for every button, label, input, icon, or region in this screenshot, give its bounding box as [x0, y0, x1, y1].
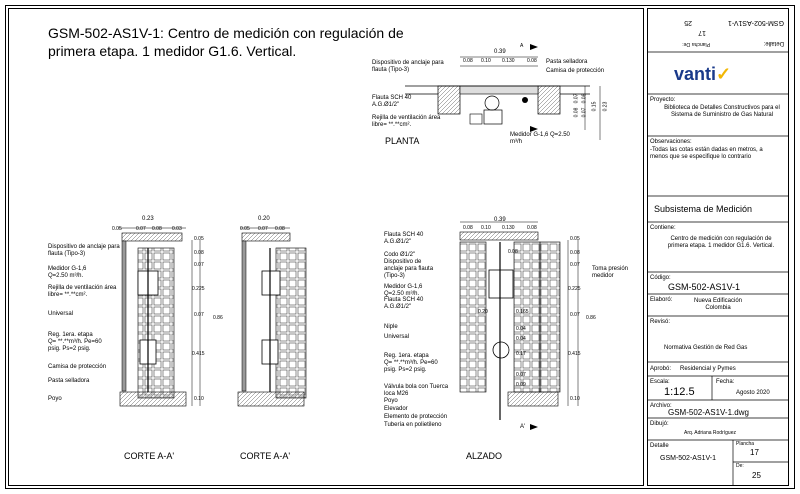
- alzado-poyo: Poyo: [384, 398, 398, 404]
- aprobo-value: Residencial y Pymes: [680, 366, 736, 372]
- alzado-dim-2: 0.10: [481, 225, 491, 231]
- corte1-poyo: Poyo: [48, 396, 62, 402]
- drawing-title: GSM-502-AS1V-1: Centro de medición con regulación de primera etapa. 1 medidor G1.6. Vertical.: [48, 25, 404, 59]
- corte1-vdim-3: 0.07: [194, 262, 204, 268]
- alzado-d009: 0.09: [516, 382, 526, 388]
- planta-cut-a: A: [520, 43, 524, 49]
- planta-dim-total: 0.39: [494, 49, 506, 55]
- alzado-toma: Toma presión medidor: [592, 266, 629, 279]
- corte1-rejilla: Rejilla de ventilación área libre= **.**cm².: [48, 285, 117, 298]
- corte1-vdim-5: 0.07: [194, 312, 204, 318]
- detalle-value: GSM-502-AS1V-1: [660, 455, 717, 462]
- fecha-label: Fecha:: [716, 379, 735, 385]
- corte1-view: [118, 228, 200, 406]
- corte1-universal: Universal: [48, 311, 74, 317]
- corte1-dim-1: 0.05: [112, 226, 122, 232]
- alzado-vdim-6: 0.415: [568, 351, 581, 357]
- planta-pasta: Pasta selladora: [546, 59, 588, 65]
- observaciones-value: -Todas las cotas están dadas en metros, a menos que se especifique lo contrario: [650, 147, 763, 160]
- planta-dim-3: 0.130: [502, 58, 515, 64]
- rotated-detalle-label: Detalle:: [763, 40, 784, 46]
- codigo-label: Código:: [650, 275, 671, 281]
- elaboro-value: Nueva Edificación Colombia: [693, 298, 743, 311]
- alzado-d007: 0.07: [516, 372, 526, 378]
- alzado-d020: 0.20: [478, 309, 488, 315]
- contiene-label: Contiene:: [650, 225, 676, 231]
- vanti-logo: [674, 64, 731, 85]
- alzado-anclaje: Dispositivo de anclaje para flauta (Tipo-3): [384, 259, 434, 279]
- alzado-medidor: Medidor G-1,6 Q=2.50 m³/h.: [384, 284, 423, 297]
- de-value: 25: [752, 471, 761, 480]
- dibujo-label: Dibujó:: [650, 421, 669, 427]
- planta-rejilla: Rejilla de ventilación área libre= **.**cm².: [372, 115, 441, 128]
- planta-medidor: Medidor G-1,6 Q=2.50 m³/h: [510, 132, 570, 145]
- planta-side-dim-5: 0.15: [591, 101, 598, 112]
- rotated-code: GSM-502-AS1V-1: [727, 19, 784, 26]
- alzado-vdim-7: 0.10: [570, 396, 580, 402]
- corte1-vdim-7: 0.10: [194, 396, 204, 402]
- planta-flauta: Flauta SCH 40 A.G.Ø1/2": [372, 95, 412, 108]
- alzado-vdim-2: 0.08: [570, 250, 580, 256]
- corte2-dim-top: 0.20: [258, 216, 270, 222]
- plancha-label: Plancha: [736, 441, 755, 447]
- alzado-dim-total: 0.39: [494, 217, 506, 223]
- escala-label: Escala:: [650, 379, 670, 385]
- corte2-dim-1: 0.05: [240, 226, 250, 232]
- alzado-vdim-4: 0.225: [568, 286, 581, 292]
- alzado-d017: 0.17: [516, 351, 526, 357]
- alzado-caption: ALZADO: [466, 451, 503, 461]
- planta-dim-4: 0.08: [527, 58, 537, 64]
- vanti-wordmark: vanti: [674, 64, 717, 84]
- planta-side-dim-4: 0.07: [581, 107, 588, 118]
- corte1-camisa: Camisa de protección: [48, 364, 107, 370]
- alzado-codo: Codo Ø1/2": [384, 252, 416, 258]
- corte2-dim-3: 0.08: [275, 226, 285, 232]
- alzado-universal: Universal: [384, 334, 410, 340]
- corte1-anclaje: Dispositivo de anclaje para flauta (Tipo-3): [48, 244, 120, 257]
- alzado-flauta: Flauta SCH 40 A.G.Ø1/2": [384, 232, 424, 245]
- elaboro-label: Elaboró:: [650, 297, 673, 303]
- alzado-dim-4: 0.08: [527, 225, 537, 231]
- corte1-reg: Reg. 1era. etapa Q= **.**m³/h. Pe=60 psig. Ps=2 psig.: [48, 332, 102, 352]
- rotated-plancha-label: Plancha: [691, 41, 710, 47]
- archivo-label: Archivo:: [650, 403, 672, 409]
- aprobo-label: Aprobó:: [650, 366, 672, 372]
- alzado-cut-a: A': [520, 424, 526, 430]
- corte1-dim-top: 0.23: [142, 216, 154, 222]
- proyecto-value: Biblioteca de Detalles Constructivos para el Sistema de Suministro de Gas Natural: [664, 105, 780, 118]
- alzado-vdim-1: 0.05: [570, 236, 580, 242]
- reviso-value: Normativa Gestión de Red Gas: [664, 345, 748, 351]
- alzado-vdim-5: 0.07: [570, 312, 580, 318]
- alzado-elemento: Elemento de protección: [384, 414, 448, 420]
- planta-caption: PLANTA: [385, 136, 420, 146]
- contiene-value: Centro de medición con regulación de primera etapa. 1 medidor G1.6. Vertical.: [667, 236, 775, 249]
- subsistema-title: Subsistema de Medición: [654, 204, 753, 214]
- corte2-caption: CORTE A-A': [240, 451, 291, 461]
- corte2-dim-2: 0.07: [258, 226, 268, 232]
- planta-side-dim-6: 0.23: [602, 101, 609, 112]
- alzado-vdim-3: 0.07: [570, 262, 580, 268]
- alzado-dim-1: 0.08: [463, 225, 473, 231]
- corte1-medidor: Medidor G-1,6 Q=2.50 m³/h.: [48, 266, 87, 279]
- rotated-total: 25: [684, 19, 692, 26]
- alzado-tuberia: Tubería en polietileno: [384, 422, 442, 428]
- alzado-vtotal: 0.86: [586, 315, 596, 321]
- corte1-caption: CORTE A-A': [124, 451, 175, 461]
- alzado-d0165: 0.165: [516, 309, 529, 315]
- planta-side-dim-1: 0.07: [573, 93, 580, 104]
- alzado-d004a: 0.04: [516, 326, 526, 332]
- planta-anclaje: Dispositivo de anclaje para flauta (Tipo-3): [372, 60, 444, 73]
- de-label: De:: [736, 463, 744, 469]
- alzado-valvula: Válvula bola con Tuerca loca M26: [384, 384, 449, 397]
- corte1-vtotal: 0.86: [213, 315, 223, 321]
- planta-side-dim-3: 0.08: [581, 93, 588, 104]
- corte1-vdim-6: 0.415: [192, 351, 205, 357]
- corte1-dim-2: 0.07: [136, 226, 146, 232]
- corte2-view: [238, 228, 306, 406]
- detalle-label: Detalle: [650, 443, 669, 449]
- vanti-check-icon: ✓: [716, 64, 732, 84]
- observaciones-label: Observaciones:: [650, 139, 692, 145]
- corte1-dim-4: 0.03: [172, 226, 182, 232]
- alzado-flauta2: Flauta SCH 40 A.G.Ø1/2": [384, 297, 424, 310]
- alzado-dim-3: 0.130: [502, 225, 515, 231]
- proyecto-label: Proyecto:: [650, 97, 676, 103]
- corte1-dim-3: 0.08: [152, 226, 162, 232]
- alzado-d004b: 0.04: [516, 336, 526, 342]
- reviso-label: Revisó:: [650, 319, 671, 325]
- planta-dim-2: 0.10: [481, 58, 491, 64]
- escala-value: 1:12.5: [664, 386, 695, 398]
- corte1-vdim-1: 0.05: [194, 236, 204, 242]
- fecha-value: Agosto 2020: [736, 390, 770, 396]
- planta-side-dim-2: 0.08: [573, 107, 580, 118]
- alzado-niple: Niple: [384, 324, 398, 330]
- alzado-reg: Reg. 1era. etapa Q= **.**m³/h. Pe=60 psig. Ps=2 psig.: [384, 353, 438, 373]
- rotated-de-label: De:: [682, 41, 690, 47]
- corte1-vdim-2: 0.08: [194, 250, 204, 256]
- plancha-value: 17: [750, 448, 759, 457]
- corte1-pasta: Pasta selladora: [48, 378, 90, 384]
- codigo-value: GSM-502-AS1V-1: [668, 282, 741, 292]
- planta-dim-1: 0.08: [463, 58, 473, 64]
- rotated-sheet-num: 17: [698, 29, 706, 36]
- alzado-elevador: Elevador: [384, 406, 408, 412]
- rotated-code-block: [676, 14, 786, 48]
- planta-camisa: Camisa de protección: [546, 68, 605, 74]
- corte1-vdim-4: 0.225: [192, 286, 205, 292]
- dibujo-value: Arq. Adriana Rodríguez: [684, 430, 736, 436]
- archivo-value: GSM-502-AS1V-1.dwg: [668, 408, 749, 417]
- alzado-d008: 0.08: [508, 249, 518, 255]
